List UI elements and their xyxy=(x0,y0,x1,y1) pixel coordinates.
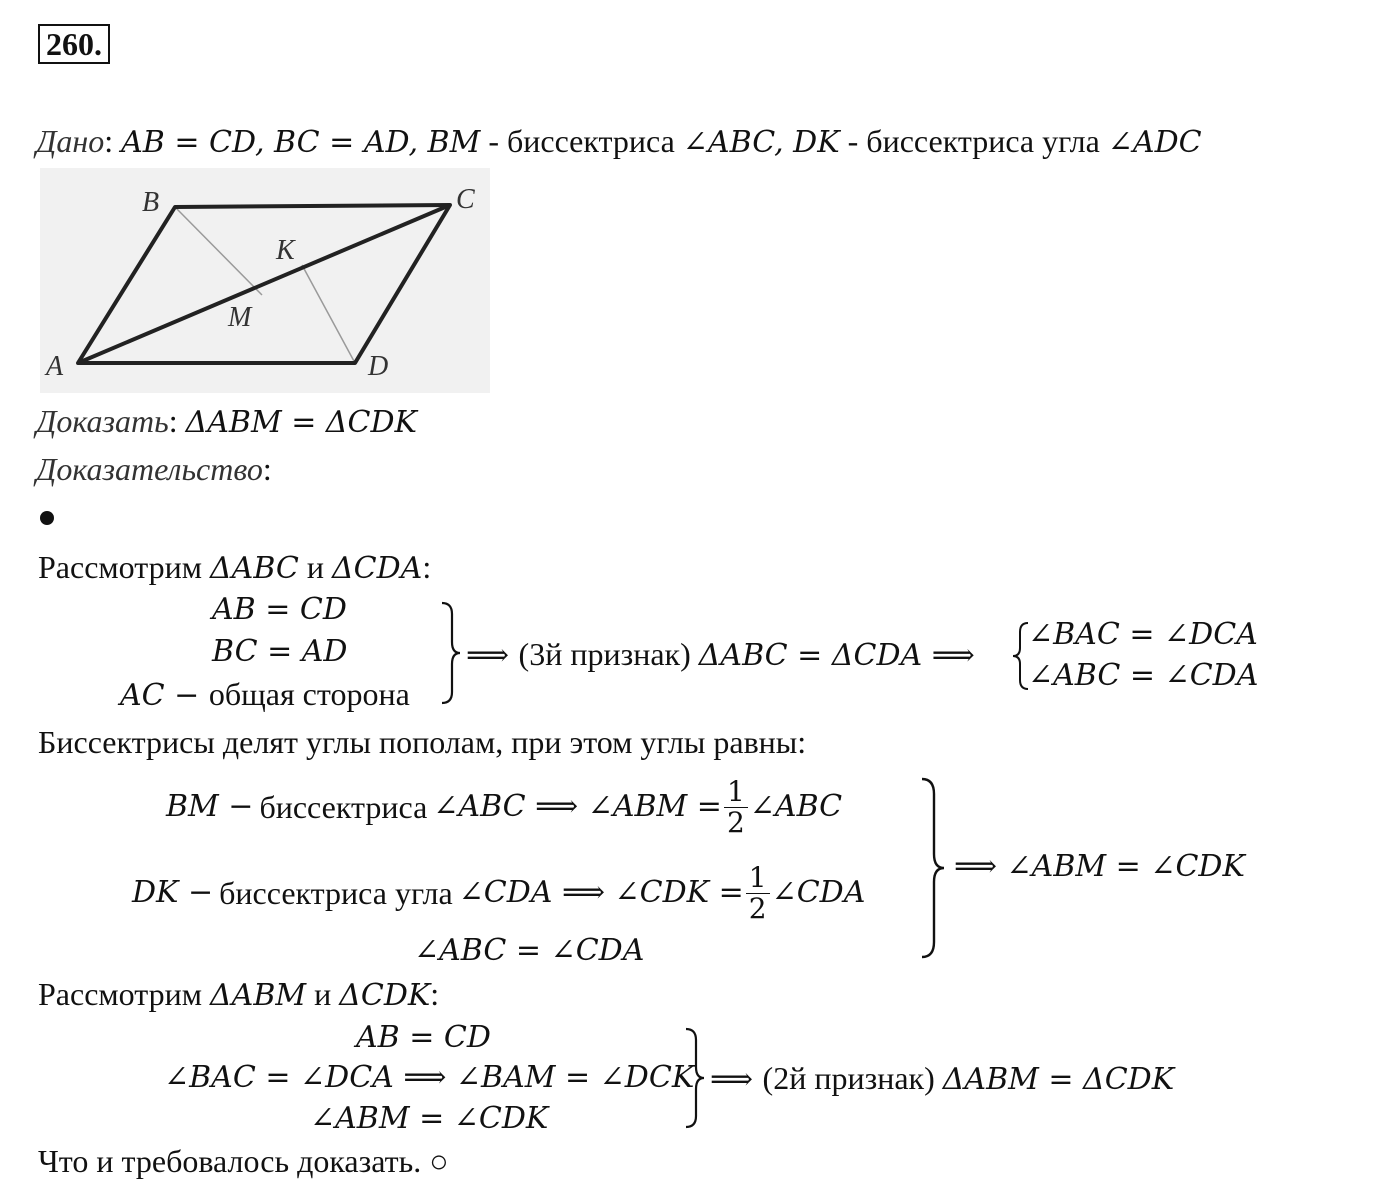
step3-result: ΔABM = ΔCDK xyxy=(942,1062,1175,1097)
given-conditions: AB = CD, BC = AD, BM xyxy=(121,125,481,160)
proof-label: Доказательство xyxy=(36,451,263,487)
label-c: C xyxy=(456,184,475,215)
step1-colon: : xyxy=(422,549,432,585)
step1-intro-word: Рассмотрим xyxy=(38,549,210,585)
step3-impl-arrow: ⟹ xyxy=(710,1062,763,1097)
ending-line xyxy=(38,1142,449,1180)
step2-line-1 xyxy=(166,768,842,846)
bisector-bm xyxy=(175,207,262,295)
frac2-num: 1 xyxy=(746,863,770,894)
problem-number-box xyxy=(38,26,110,62)
step3-right-brace xyxy=(682,1026,706,1130)
step3-and: и xyxy=(306,976,340,1012)
label-m: M xyxy=(228,302,252,333)
step3-intro-word: Рассмотрим xyxy=(38,976,210,1012)
step3-implication xyxy=(710,1059,1174,1099)
bullet-mark xyxy=(40,511,54,525)
prove-label: Доказать xyxy=(36,403,169,439)
given-line xyxy=(36,122,1202,162)
ending-text: Что и требовалось доказать. xyxy=(38,1143,422,1179)
step3-criterion: (2й признак) xyxy=(762,1060,943,1096)
frac2-den: 2 xyxy=(748,891,767,925)
problem-number: 260. xyxy=(38,24,110,64)
step1-cond-3 xyxy=(120,675,410,715)
step2-line2-d: ∠CDA xyxy=(771,875,866,910)
step1-triangle-2: ΔCDA xyxy=(332,551,423,586)
label-k: K xyxy=(276,235,295,266)
step1-cond-3-math: AC − xyxy=(120,678,209,713)
step2-line2-a: DK − xyxy=(132,875,214,910)
step2-intro: Биссектрисы делят углы пополам, при этом углы равны: xyxy=(38,724,807,760)
label-d: D xyxy=(368,351,389,382)
proof-line xyxy=(36,450,272,488)
bisector-dk xyxy=(302,265,355,363)
step2-line1-b: биссектриса xyxy=(259,789,428,825)
step1-right-brace xyxy=(438,600,462,706)
step2-line-3: ∠ABC = ∠CDA xyxy=(414,933,645,968)
given-colon: : xyxy=(104,123,114,159)
step3-cond-2: ∠BAC = ∠DCA ⟹ ∠BAM = ∠DCK xyxy=(164,1060,695,1095)
prove-line xyxy=(36,402,417,442)
step2-line1-a: BM − xyxy=(166,789,254,824)
step1-criterion: (3й признак) xyxy=(518,636,699,672)
step3-cond-3: ∠ABM = ∠CDK xyxy=(310,1101,549,1136)
step1-and: и xyxy=(298,549,332,585)
step2-line2-b: биссектриса угла xyxy=(219,875,453,911)
given-dash-1: - биссектриса xyxy=(480,123,683,159)
step2-line1-c: ∠ABC ⟹ ∠ABM = xyxy=(433,789,722,824)
parallelogram-diagram xyxy=(40,168,490,393)
step1-result: ΔABC = ΔCDA ⟹ xyxy=(698,638,975,673)
step1-eq-1: ∠BAC = ∠DCA xyxy=(1028,617,1258,652)
qed-mark: ○ xyxy=(429,1143,449,1179)
step2-line-2 xyxy=(132,854,865,932)
frac1-num: 1 xyxy=(724,777,748,808)
frac1-den: 2 xyxy=(726,805,745,839)
step3-triangle-2: ΔCDK xyxy=(339,978,431,1013)
given-label: Дано xyxy=(36,123,105,159)
step1-cond-3-text: общая сторона xyxy=(208,676,410,712)
step3-cond-1: AB = CD xyxy=(356,1020,491,1055)
step2-conclusion: ⟹ ∠ABM = ∠CDK xyxy=(954,849,1245,884)
fraction-half-2 xyxy=(746,860,770,925)
label-b: B xyxy=(142,187,160,218)
step2-line2-c: ∠CDA ⟹ ∠CDK = xyxy=(458,875,744,910)
step3-triangle-1: ΔABM xyxy=(209,978,307,1013)
step3-intro xyxy=(38,975,439,1015)
step1-cond-2: BC = AD xyxy=(212,634,348,669)
given-angle-2: ∠ADC xyxy=(1107,125,1202,160)
step1-eq-2: ∠ABC = ∠CDA xyxy=(1028,658,1259,693)
proof-colon: : xyxy=(262,451,272,487)
step1-triangle-1: ΔABC xyxy=(209,551,299,586)
step1-implication xyxy=(466,635,975,675)
step1-impl-arrow: ⟹ xyxy=(466,638,519,673)
step1-cond-1: AB = CD xyxy=(212,592,347,627)
diagonal-ac xyxy=(78,205,450,363)
prove-colon: : xyxy=(168,403,178,439)
prove-statement: ΔABM = ΔCDK xyxy=(185,405,417,440)
step1-intro xyxy=(38,548,431,588)
step3-colon: : xyxy=(430,976,440,1012)
figure-parallelogram xyxy=(40,168,490,393)
given-dash-2: - биссектриса угла xyxy=(839,123,1108,159)
fraction-half-1 xyxy=(724,774,748,839)
step2-right-brace xyxy=(918,776,948,960)
step2-line1-d: ∠ABC xyxy=(749,789,843,824)
label-a: A xyxy=(46,351,64,382)
given-angle-1: ∠ABC, DK xyxy=(682,125,840,160)
